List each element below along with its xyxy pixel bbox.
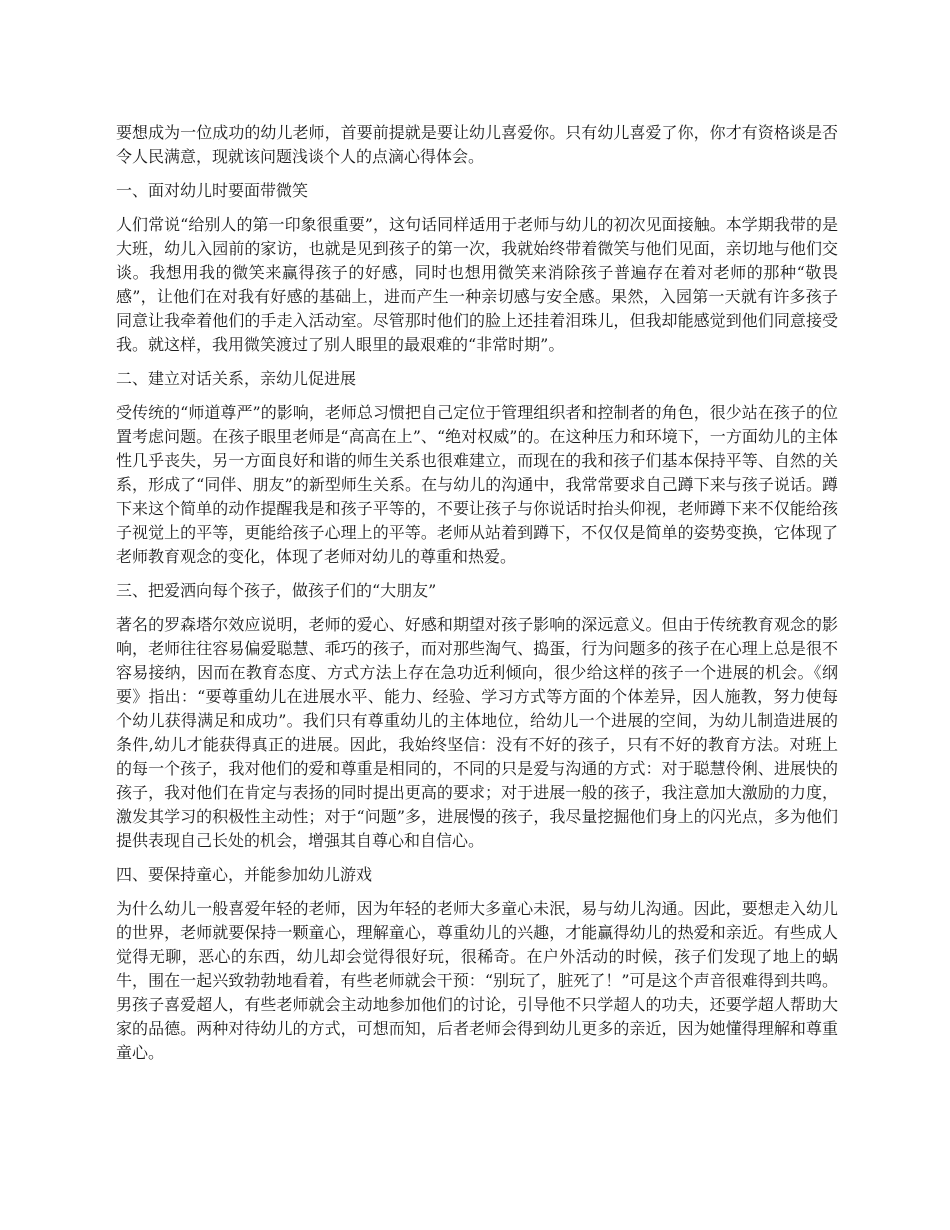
section-paragraph-1: 人们常说“给别人的第一印象很重要”，这句话同样适用于老师与幼儿的初次见面接触。本学期我带的是大班，幼儿入园前的家访，也就是见到孩子的第一次，我就始终带着微笑与他们见面，亲切地与他们交谈。我想用我的微笑来赢得孩子的好感，同时也想用微笑来消除孩子普遍存在着对老师的那种“敬畏感”，让他们在对我有好感的基础上，进而产生一种亲切感与安全感。果然，入园第一天就有许多孩子同意让我牵着他们的手走入活动室。尽管那时他们的脸上还挂着泪珠儿，但我却能感觉到他们同意接受我。就这样，我用微笑渡过了别人眼里的最艰难的“非常时期”。 [116,215,838,354]
section-heading-2: 二、建立对话关系，亲幼儿促进展 [116,369,357,388]
section-heading-4: 四、要保持童心，并能参加幼儿游戏 [116,865,373,884]
section-heading-3: 三、把爱洒向每个孩子，做孩子们的“大朋友” [116,581,437,600]
section-heading-1: 一、面对幼儿时要面带微笑 [116,181,309,200]
intro-paragraph: 要想成为一位成功的幼儿老师，首要前提就是要让幼儿喜爱你。只有幼儿喜爱了你，你才有资格谈是否令人民满意，现就该问题浅谈个人的点滴心得体会。 [116,123,838,166]
section-paragraph-2: 受传统的“师道尊严”的影响，老师总习惯把自己定位于管理组织者和控制者的角色，很少站在孩子的位置考虑问题。在孩子眼里老师是“高高在上”、“绝对权威”的。在这种压力和环境下，一方面幼儿的主体性几乎丧失，另一方面良好和谐的师生关系也很难建立，而现在的我和孩子们基本保持平等、自然的关系，形成了“同伴、朋友”的新型师生关系。在与幼儿的沟通中，我常常要求自己蹲下来与孩子说话。蹲下来这个简单的动作提醒我是和孩子平等的，不要让孩子与你说话时抬头仰视，老师蹲下来不仅能给孩子视觉上的平等，更能给孩子心理上的平等。老师从站着到蹲下，不仅仅是简单的姿势变换，它体现了老师教育观念的变化，体现了老师对幼儿的尊重和热爱。 [116,403,838,566]
section-paragraph-3: 著名的罗森塔尔效应说明，老师的爱心、好感和期望对孩子影响的深远意义。但由于传统教育观念的影响，老师往往容易偏爱聪慧、乖巧的孩子，而对那些淘气、捣蛋，行为问题多的孩子在心理上总是很不容易接纳，因而在教育态度、方式方法上存在急功近利倾向，很少给这样的孩子一个进展的机会。《纲要》指出：“要尊重幼儿在进展水平、能力、经验、学习方式等方面的个体差异，因人施教，努力使每个幼儿获得满足和成功”。我们只有尊重幼儿的主体地位，给幼儿一个进展的空间，为幼儿制造进展的条件,幼儿才能获得真正的进展。因此，我始终坚信：没有不好的孩子，只有不好的教育方法。对班上的每一个孩子，我对他们的爱和尊重是相同的，不同的只是爱与沟通的方式：对于聪慧伶俐、进展快的孩子，我对他们在肯定与表扬的同时提出更高的要求；对于进展一般的孩子，我注意加大激励的力度，激发其学习的积极性主动性；对于“问题”多，进展慢的孩子，我尽量挖掘他们身上的闪光点，多为他们提供表现自己长处的机会，增强其自尊心和自信心。 [116,615,838,850]
document-body [116,121,838,1075]
section-paragraph-4: 为什么幼儿一般喜爱年轻的老师，因为年轻的老师大多童心未泯，易与幼儿沟通。因此，要想走入幼儿的世界，老师就要保持一颗童心，理解童心，尊重幼儿的兴趣，才能赢得幼儿的热爱和亲近。有些成人觉得无聊，恶心的东西，幼儿却会觉得很好玩，很稀奇。在户外活动的时候，孩子们发现了地上的蜗牛，围在一起兴致勃勃地看着，有些老师就会干预：“别玩了，脏死了！”可是这个声音很难得到共鸣。男孩子喜爱超人，有些老师就会主动地参加他们的讨论，引导他不只学超人的功夫，还要学超人帮助大家的品德。两种对待幼儿的方式，可想而知，后者老师会得到幼儿更多的亲近，因为她懂得理解和尊重童心。 [116,899,838,1062]
